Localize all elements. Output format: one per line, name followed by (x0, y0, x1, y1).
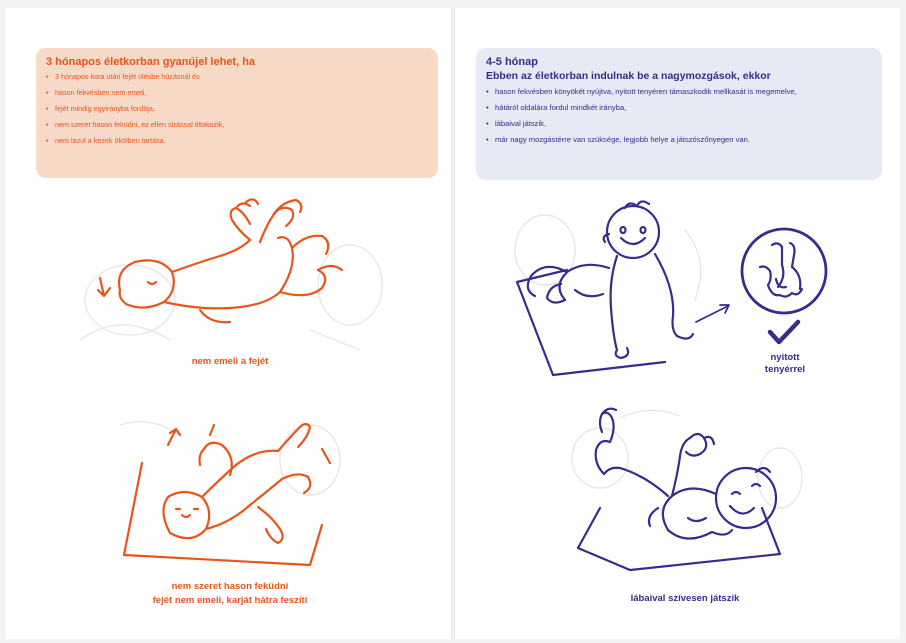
milestone-title: 4-5 hónap (486, 56, 538, 68)
list-item: • már nagy mozgástérre van szüksége, legjobb helye a játszószőnyegen van. (486, 135, 872, 145)
caption-dislikes-tummy-line2: fejét nem emeli, karját hátra feszíti (152, 595, 308, 606)
caption-open-palm-line2: tenyérrel (764, 364, 806, 375)
baby-dislikes-tummy-illustration (110, 405, 350, 575)
caption-open-palm-line1: nyitott (770, 352, 800, 363)
list-item: • lábaival játszik, (486, 119, 872, 129)
arrow-icon (692, 300, 734, 326)
warning-signs-title: 3 hónapos életkorban gyanújel lehet, ha (46, 56, 256, 68)
check-icon (766, 318, 802, 346)
list-item: • nem lazul a kezek ökölben tartása. (46, 136, 428, 146)
list-item: • hason fekvésben nem emeli, (46, 88, 428, 98)
caption-not-lifting-head: nem emeli a fejét (191, 356, 269, 367)
caption-dislikes-tummy-line1: nem szeret hason feküdni (171, 581, 289, 592)
warning-signs-box (36, 48, 438, 178)
list-item: • nem szeret hason feküdni, ez ellen sírással tiltakozik, (46, 120, 428, 130)
baby-tummy-time-illustration (505, 190, 735, 385)
list-item: • 3 hónapos kora után fejét ülésbe húzásnál és (46, 72, 428, 82)
list-item: • fejét mindig egyirányba fordítja, (46, 104, 428, 114)
list-item: • hason fekvésben könyökét nyújtva, nyitott tenyéren támaszkodik mellkasát is megemelve, (486, 87, 872, 97)
list-item: • hátáról oldalára fordul mindkét irányba, (486, 103, 872, 113)
baby-playing-with-feet-illustration (560, 398, 810, 576)
caption-playing-with-feet: lábaival szívesen játszik (630, 593, 740, 604)
baby-not-lifting-head-illustration (60, 190, 390, 355)
milestone-box (476, 48, 882, 180)
milestone-list (486, 87, 872, 145)
open-hand-icon (738, 225, 830, 317)
milestone-subtitle: Ebben az életkorban indulnak be a nagymozgások, ekkor (486, 70, 771, 82)
warning-signs-list (46, 72, 428, 146)
